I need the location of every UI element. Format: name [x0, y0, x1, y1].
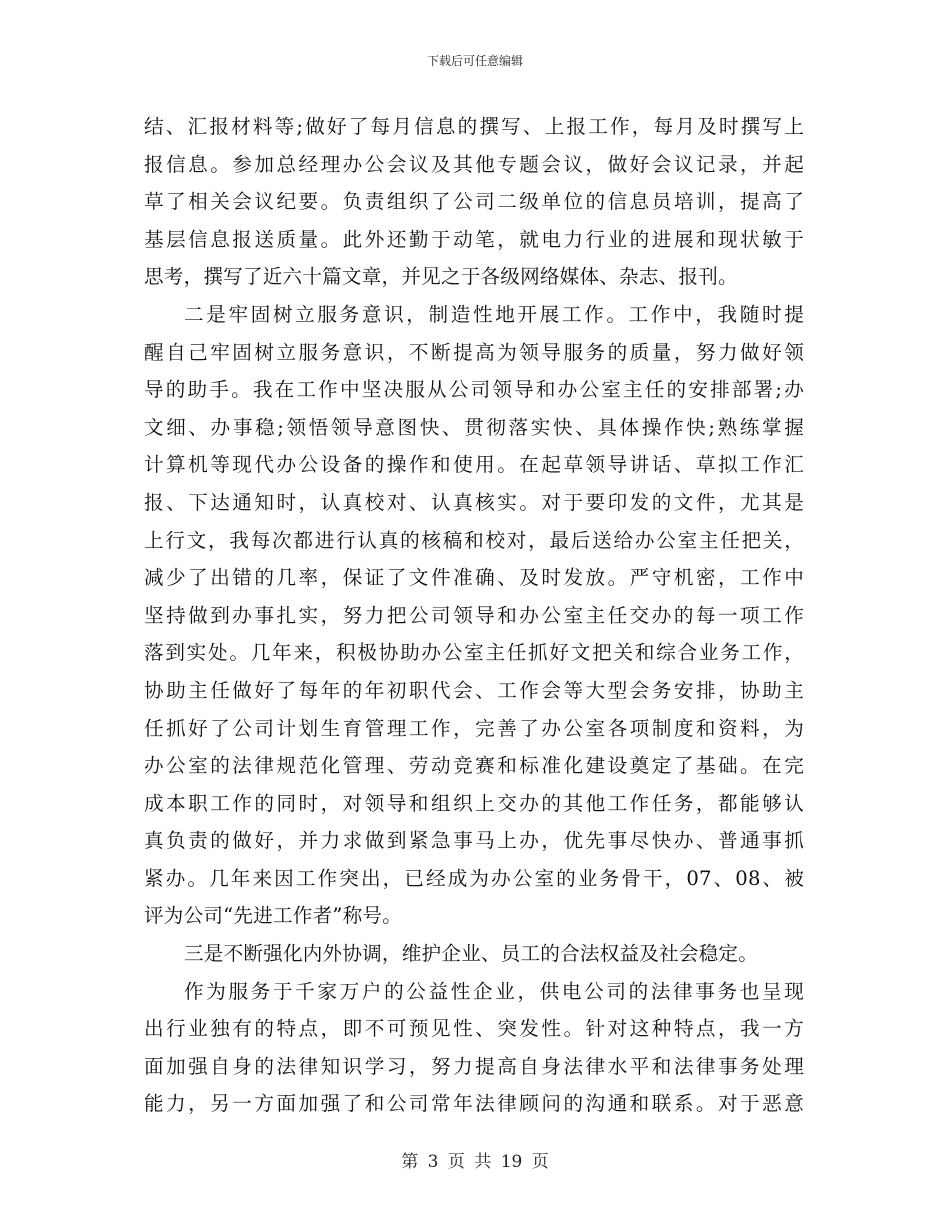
page-header: 下载后可任意编辑	[426, 54, 523, 68]
text-line: 真负责的做好，并力求做到紧急事马上办，优先事尽快办、普通事抓	[144, 829, 804, 853]
text-line: 紧办。几年来因工作突出，已经成为办公室的业务骨干，07、08、被	[144, 866, 804, 890]
text-line: 面加强自身的法律知识学习，努力提高自身法律水平和法律事务处理	[144, 1054, 804, 1078]
page-number-footer: 第 3 页 共 19 页	[401, 1152, 549, 1172]
text-line: 任抓好了公司计划生育管理工作，完善了办公室各项制度和资料，为	[144, 716, 804, 740]
text-line: 基层信息报送质量。此外还勤于动笔，就电力行业的进展和现状敏于	[144, 227, 804, 251]
text-line: 报、下达通知时，认真校对、认真核实。对于要印发的文件，尤其是	[144, 490, 804, 514]
text-line: 办公室的法律规范化管理、劳动竞赛和标准化建设奠定了基础。在完	[144, 754, 804, 778]
text-line: 结、汇报材料等;做好了每月信息的撰写、上报工作，每月及时撰写上	[144, 115, 804, 138]
text-line: 三是不断强化内外协调，维护企业、员工的合法权益及社会稳定。	[184, 942, 759, 966]
text-line: 上行文，我每次都进行认真的核稿和校对，最后送给办公室主任把关，	[144, 528, 804, 552]
document-body	[144, 108, 804, 1123]
text-line: 作为服务于千家万户的公益性企业，供电公司的法律事务也呈现	[184, 979, 804, 1003]
text-line: 文细、办事稳;领悟领导意图快、贯彻落实快、具体操作快;熟练掌握	[144, 415, 804, 439]
text-line: 计算机等现代办公设备的操作和使用。在起草领导讲话、草拟工作汇	[144, 453, 804, 477]
text-line: 坚持做到办事扎实，努力把公司领导和办公室主任交办的每一项工作	[144, 603, 804, 627]
text-line: 醒自己牢固树立服务意识，不断提高为领导服务的质量，努力做好领	[144, 340, 804, 364]
text-line: 评为公司“先进工作者”称号。	[144, 904, 402, 928]
text-line: 成本职工作的同时，对领导和组织上交办的其他工作任务，都能够认	[144, 791, 804, 815]
text-line: 导的助手。我在工作中坚决服从公司领导和办公室主任的安排部署;办	[144, 378, 804, 402]
text-line: 能力，另一方面加强了和公司常年法律顾问的沟通和联系。对于恶意	[144, 1092, 804, 1116]
text-line: 协助主任做好了每年的年初职代会、工作会等大型会务安排，协助主	[144, 678, 804, 702]
text-line: 思考，撰写了近六十篇文章，并见之于各级网络媒体、杂志、报刊。	[144, 265, 738, 289]
text-line: 草了相关会议纪要。负责组织了公司二级单位的信息员培训，提高了	[144, 190, 804, 214]
text-line: 出行业独有的特点，即不可预见性、突发性。针对这种特点，我一方	[144, 1017, 804, 1041]
text-line: 二是牢固树立服务意识，制造性地开展工作。工作中，我随时提	[184, 302, 804, 326]
text-line: 减少了出错的几率，保证了文件准确、及时发放。严守机密，工作中	[144, 566, 804, 590]
text-line: 报信息。参加总经理办公会议及其他专题会议，做好会议记录，并起	[144, 152, 804, 176]
text-line: 落到实处。几年来，积极协助办公室主任抓好文把关和综合业务工作，	[144, 641, 804, 665]
